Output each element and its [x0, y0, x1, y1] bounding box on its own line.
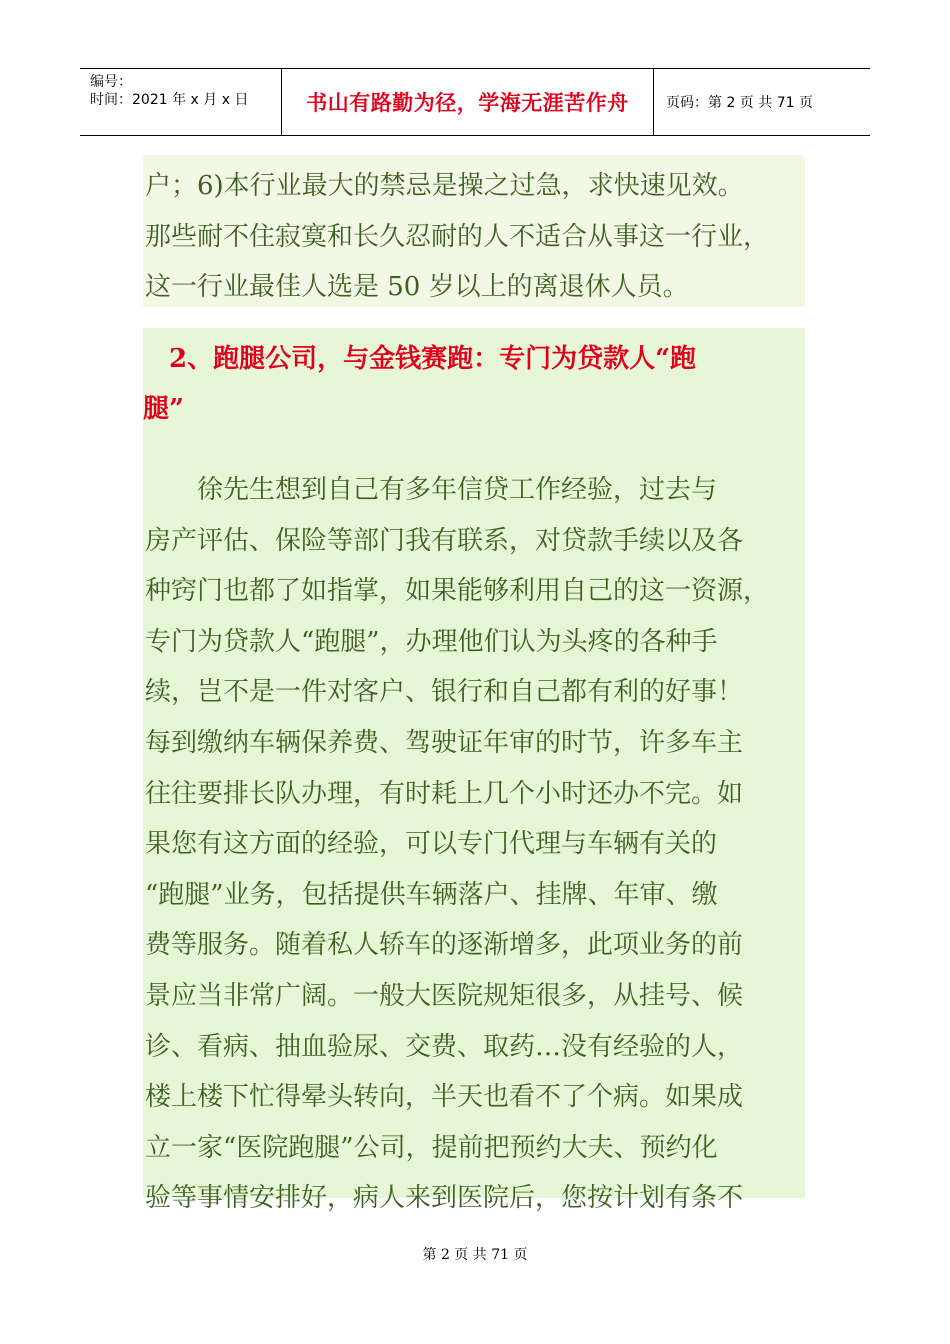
heading-line-2: 腿”: [143, 394, 184, 424]
text-line: 徐先生想到自己有多年信贷工作经验，过去与: [145, 475, 718, 505]
text-line: 费等服务。随着私人轿车的逐渐增多，此项业务的前: [145, 930, 744, 961]
text-line: 验等事情安排好，病人来到医院后，您按计划有条不: [145, 1183, 744, 1214]
page-header: [80, 68, 870, 136]
section-heading: [143, 328, 805, 434]
text-line: 专门为贷款人“跑腿”，办理他们认为头疼的各种手: [145, 626, 718, 657]
text-line: 种窍门也都了如指掌，如果能够利用自己的这一资源，: [145, 576, 770, 607]
text-line: 每到缴纳车辆保养费、驾驶证年审的时节，许多车主: [145, 727, 744, 758]
section-2: [143, 328, 805, 1214]
heading-line-1: 2、跑腿公司，与金钱赛跑：专门为贷款人“跑: [169, 344, 697, 374]
page-footer: 第 2 页 共 71 页: [422, 1247, 528, 1263]
text-line: 景应当非常广阔。一般大医院规矩很多，从挂号、候: [145, 980, 744, 1011]
text-line: 房产评估、保险等部门我有联系，对贷款手续以及各: [145, 525, 744, 556]
text-line: 续，岂不是一件对客户、银行和自己都有利的好事！: [145, 677, 744, 708]
text-line: “跑腿”业务，包括提供车辆落户、挂牌、年审、缴: [145, 879, 718, 910]
paragraph-block-1: [143, 155, 805, 307]
text-line: 楼上楼下忙得晕头转向，半天也看不了个病。如果成: [145, 1082, 744, 1113]
date-label: 时间：2021 年 x 月 x 日: [90, 92, 249, 108]
text-line: 立一家“医院跑腿”公司，提前把预约大夫、预约化: [145, 1132, 718, 1163]
text-line: 那些耐不住寂寞和长久忍耐的人不适合从事这一行业，: [145, 221, 770, 252]
text-line: 往往要排长队办理，有时耗上几个小时还办不完。如: [145, 778, 744, 809]
number-label: 编号：: [90, 74, 132, 90]
header-page-info: 页码：第 2 页 共 71 页: [666, 95, 813, 111]
section-body: [143, 434, 805, 1224]
text-line: 诊、看病、抽血验尿、交费、取药…没有经验的人，: [145, 1031, 744, 1062]
text-line: 果您有这方面的经验，可以专门代理与车辆有关的: [145, 829, 718, 860]
header-meta: [80, 69, 281, 135]
header-motto: 书山有路勤为径，学海无涯苦作舟: [281, 69, 654, 135]
text-line: 户；6)本行业最大的禁忌是操之过急，求快速见效。: [145, 171, 744, 201]
text-line: 这一行业最佳人选是 50 岁以上的离退休人员。: [145, 272, 689, 303]
